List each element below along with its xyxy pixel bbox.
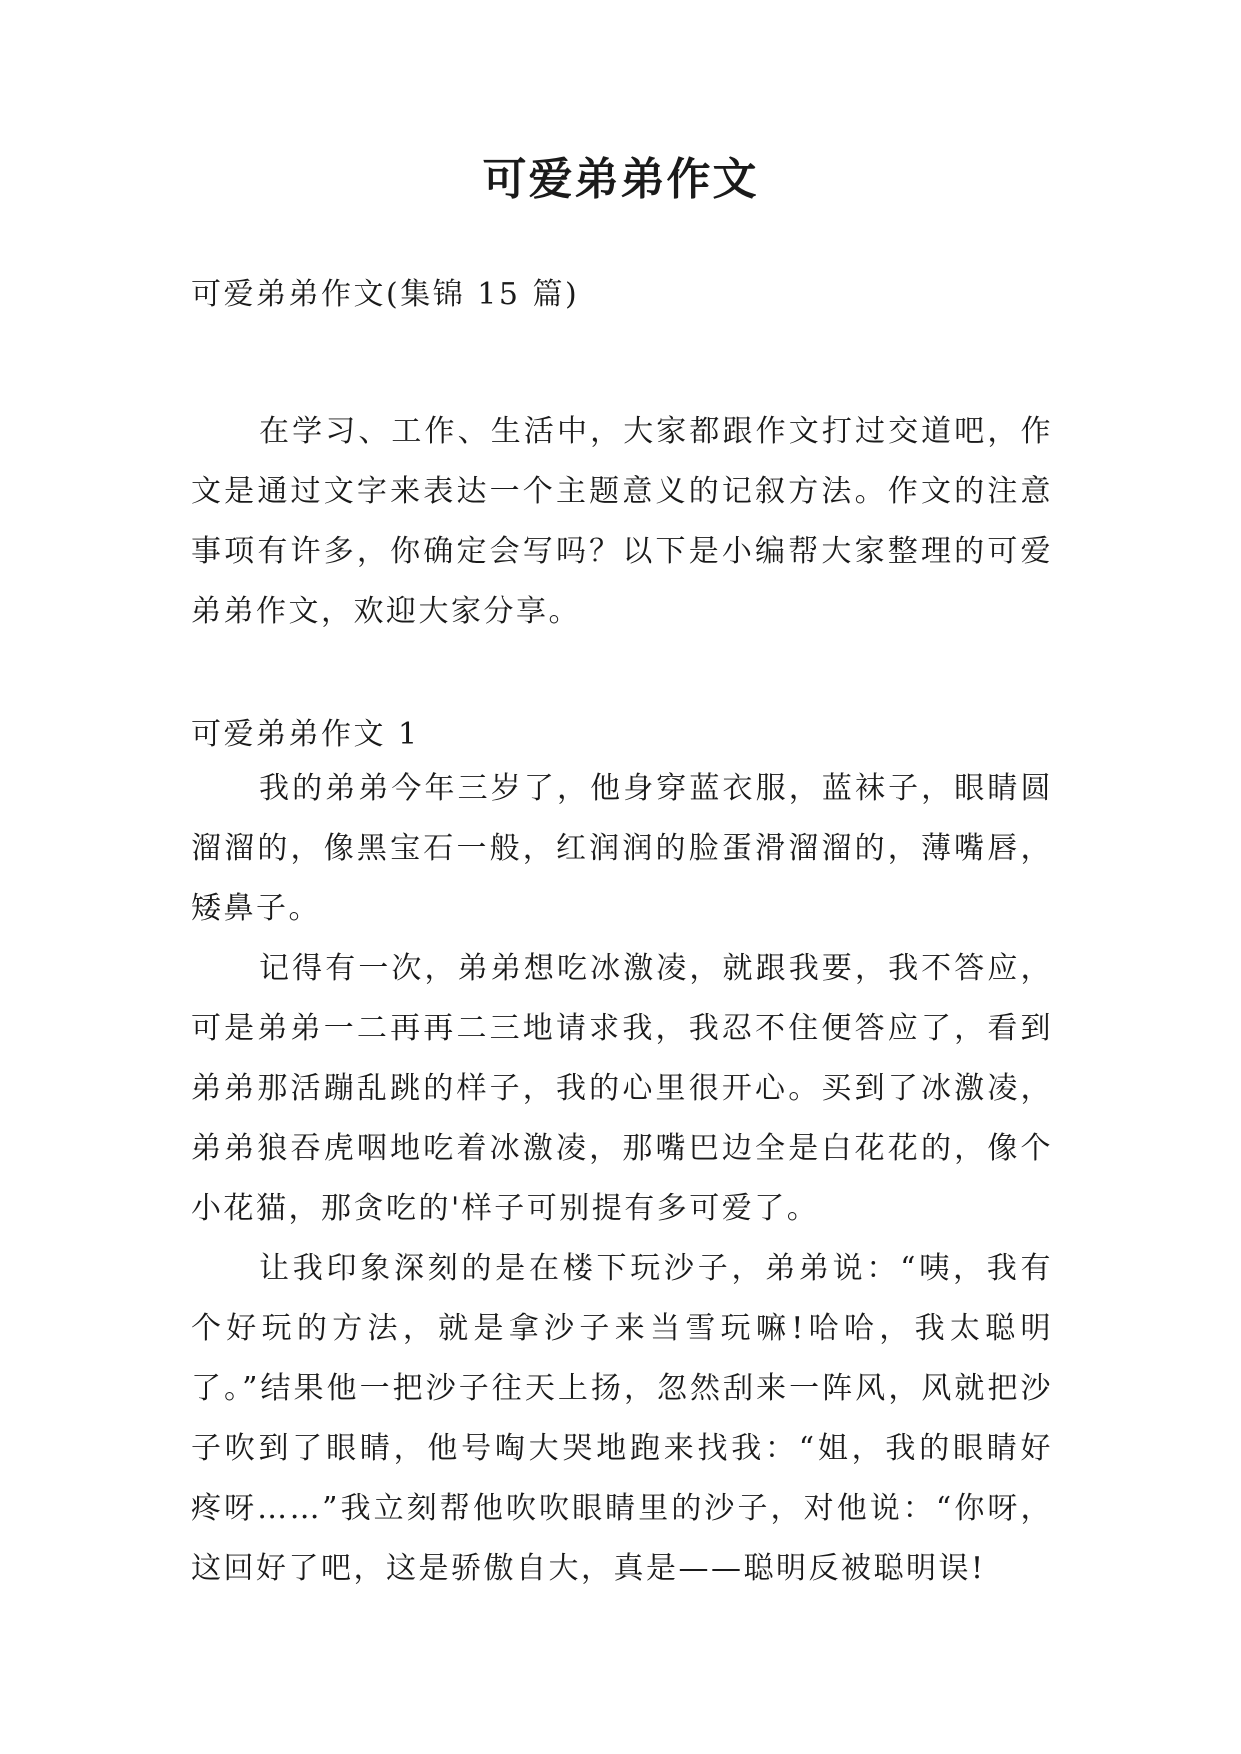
intro-paragraph: 在学习、工作、生活中，大家都跟作文打过交道吧，作文是通过文字来表达一个主题意义的记叙方法。作文的注意事项有许多，你确定会写吗？以下是小编帮大家整理的可爱弟弟作文，欢迎大家分享。 bbox=[191, 414, 1053, 629]
section-heading: 可爱弟弟作文 1 bbox=[191, 717, 420, 752]
body-paragraph: 我的弟弟今年三岁了，他身穿蓝衣服，蓝袜子，眼睛圆溜溜的，像黑宝石一般，红润润的脸蛋滑溜溜的，薄嘴唇，矮鼻子。 bbox=[191, 771, 1053, 926]
body-paragraph: 让我印象深刻的是在楼下玩沙子，弟弟说：“咦，我有个好玩的方法，就是拿沙子来当雪玩嘛!哈哈，我太聪明了。”结果他一把沙子往天上扬，忽然刮来一阵风，风就把沙子吹到了眼睛，他号啕大哭地跑来找我：“姐，我的眼睛好疼呀……”我立刻帮他吹吹眼睛里的沙子，对他说：“你呀，这回好了吧，这是骄傲自大，真是——聪明反被聪明误! bbox=[191, 1251, 1053, 1586]
section-body bbox=[191, 759, 1053, 1599]
body-paragraph: 记得有一次，弟弟想吃冰激凌，就跟我要，我不答应，可是弟弟一二再再二三地请求我，我忍不住便答应了，看到弟弟那活蹦乱跳的样子，我的心里很开心。买到了冰激凌，弟弟狼吞虎咽地吃着冰激凌，那嘴巴边全是白花花的，像个小花猫，那贪吃的'样子可别提有多可爱了。 bbox=[191, 951, 1053, 1226]
document-title: 可爱弟弟作文 bbox=[482, 154, 759, 205]
document-subtitle: 可爱弟弟作文(集锦 15 篇) bbox=[191, 277, 580, 312]
